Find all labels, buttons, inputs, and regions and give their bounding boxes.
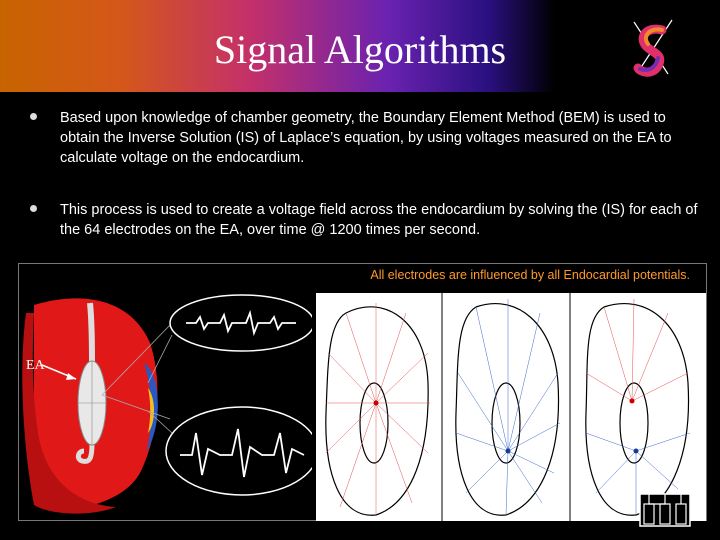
map-panel-3 <box>586 299 690 515</box>
map-panel-1 <box>326 303 430 515</box>
navigation-icon[interactable] <box>636 490 694 528</box>
bullet-dot-icon <box>30 205 37 212</box>
bullet-dot-icon <box>30 113 37 120</box>
ea-label: EA <box>26 358 45 373</box>
figure-caption: All electrodes are influenced by all Endocardial potentials. <box>370 268 690 282</box>
map-panel-2 <box>456 299 560 515</box>
logo-icon <box>628 14 680 82</box>
bullet-text: This process is used to create a voltage field across the endocardium by solving the (IS) for each of the 64 electrodes on the EA, over time @ 1200 times per second. <box>60 202 698 238</box>
endocardial-maps <box>316 293 706 521</box>
heart-illustration <box>20 283 312 521</box>
slide-title: Signal Algorithms <box>213 27 507 72</box>
bullet-text: Based upon knowledge of chamber geometry, the Boundary Element Method (BEM) is used to obtain the Inverse Solution (IS) of Laplace’s equation, by using voltages measured on the EA to calculate voltage on the endocardium. <box>60 110 672 166</box>
